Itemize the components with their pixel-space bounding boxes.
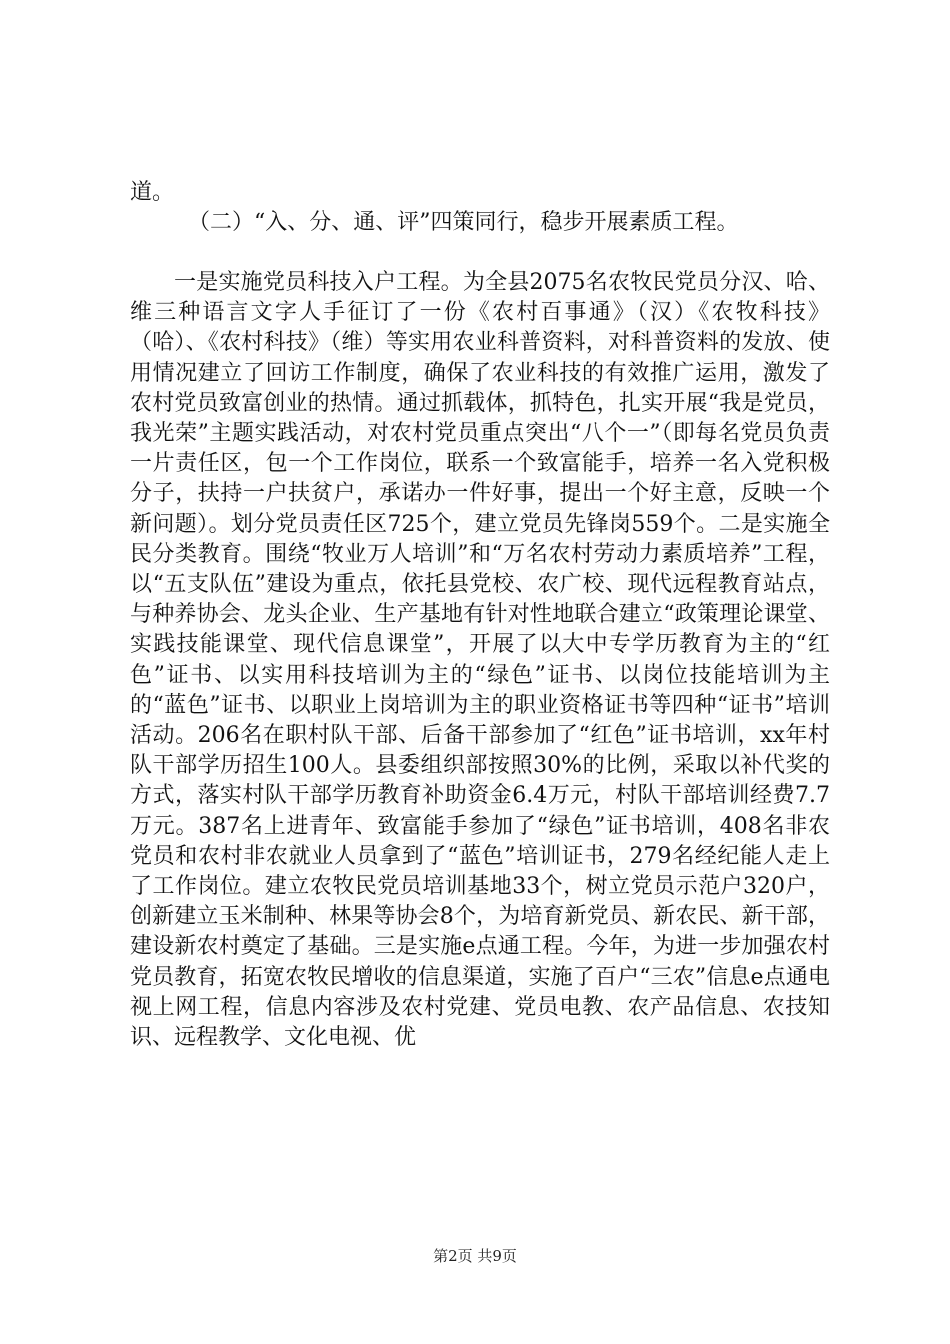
body-paragraph: 一是实施党员科技入户工程。为全县2075名农牧民党员分汉、哈、维三种语言文字人手征订了一份《农村百事通》（汉）《农牧科技》（哈）、《农村科技》（维）等实用农业科普资料，对科普资料的发放、使用情况建立了回访工作制度，确保了农业科技的有效推广运用，激发了农村党员致富创业的热情。通过抓载体，抓特色，扎实开展“我是党员，我光荣”主题实践活动，对农村党员重点突出“八个一”（即每名党员负责一片责任区，包一个工作岗位，联系一个致富能手，培养一名入党积极分子，扶持一户扶贫户，承诺办一件好事，提出一个好主意，反映一个新问题）。划分党员责任区725个，建立党员先锋岗559个。二是实施全民分类教育。围绕“牧业万人培训”和“万名农村劳动力素质培养”工程，以“五支队伍”建设为重点，依托县党校、农广校、现代远程教育站点，与种养协会、龙头企业、生产基地有针对性地联合建立“政策理论课堂、实践技能课堂、现代信息课堂”，开展了以大中专学历教育为主的“红色”证书、以实用科技培训为主的“绿色”证书、以岗位技能培训为主的“蓝色”证书、以职业上岗培训为主的职业资格证书等四种“证书”培训活动。206名在职村队干部、后备干部参加了“红色”证书培训，xx年村队干部学历招生100人。县委组织部按照30%的比例，采取以补代奖的方式，落实村队干部学历教育补助资金6.4万元，村队干部培训经费7.7万元。387名上进青年、致富能手参加了“绿色”证书培训，408名非农党员和农村非农就业人员拿到了“蓝色”培训证书，279名经纪能人走上了工作岗位。建立农牧民党员培训基地33个，树立党员示范户320户，创新建立玉米制种、林果等协会8个，为培育新党员、新农民、新干部，建设新农村奠定了基础。三是实施e点通工程。今年，为进一步加强农村党员教育，拓宽农牧民增收的信息渠道，实施了百户“三农”信息e点通电视上网工程，信息内容涉及农村党建、党员电教、农产品信息、农技知识、远程教学、文化电视、优: [130, 270, 830, 1051]
continued-text-line: 道。: [130, 180, 175, 205]
page-number-footer: 第2页 共9页: [433, 1247, 517, 1265]
section-heading: （二）“入、分、通、评”四策同行，稳步开展素质工程。: [188, 210, 739, 235]
